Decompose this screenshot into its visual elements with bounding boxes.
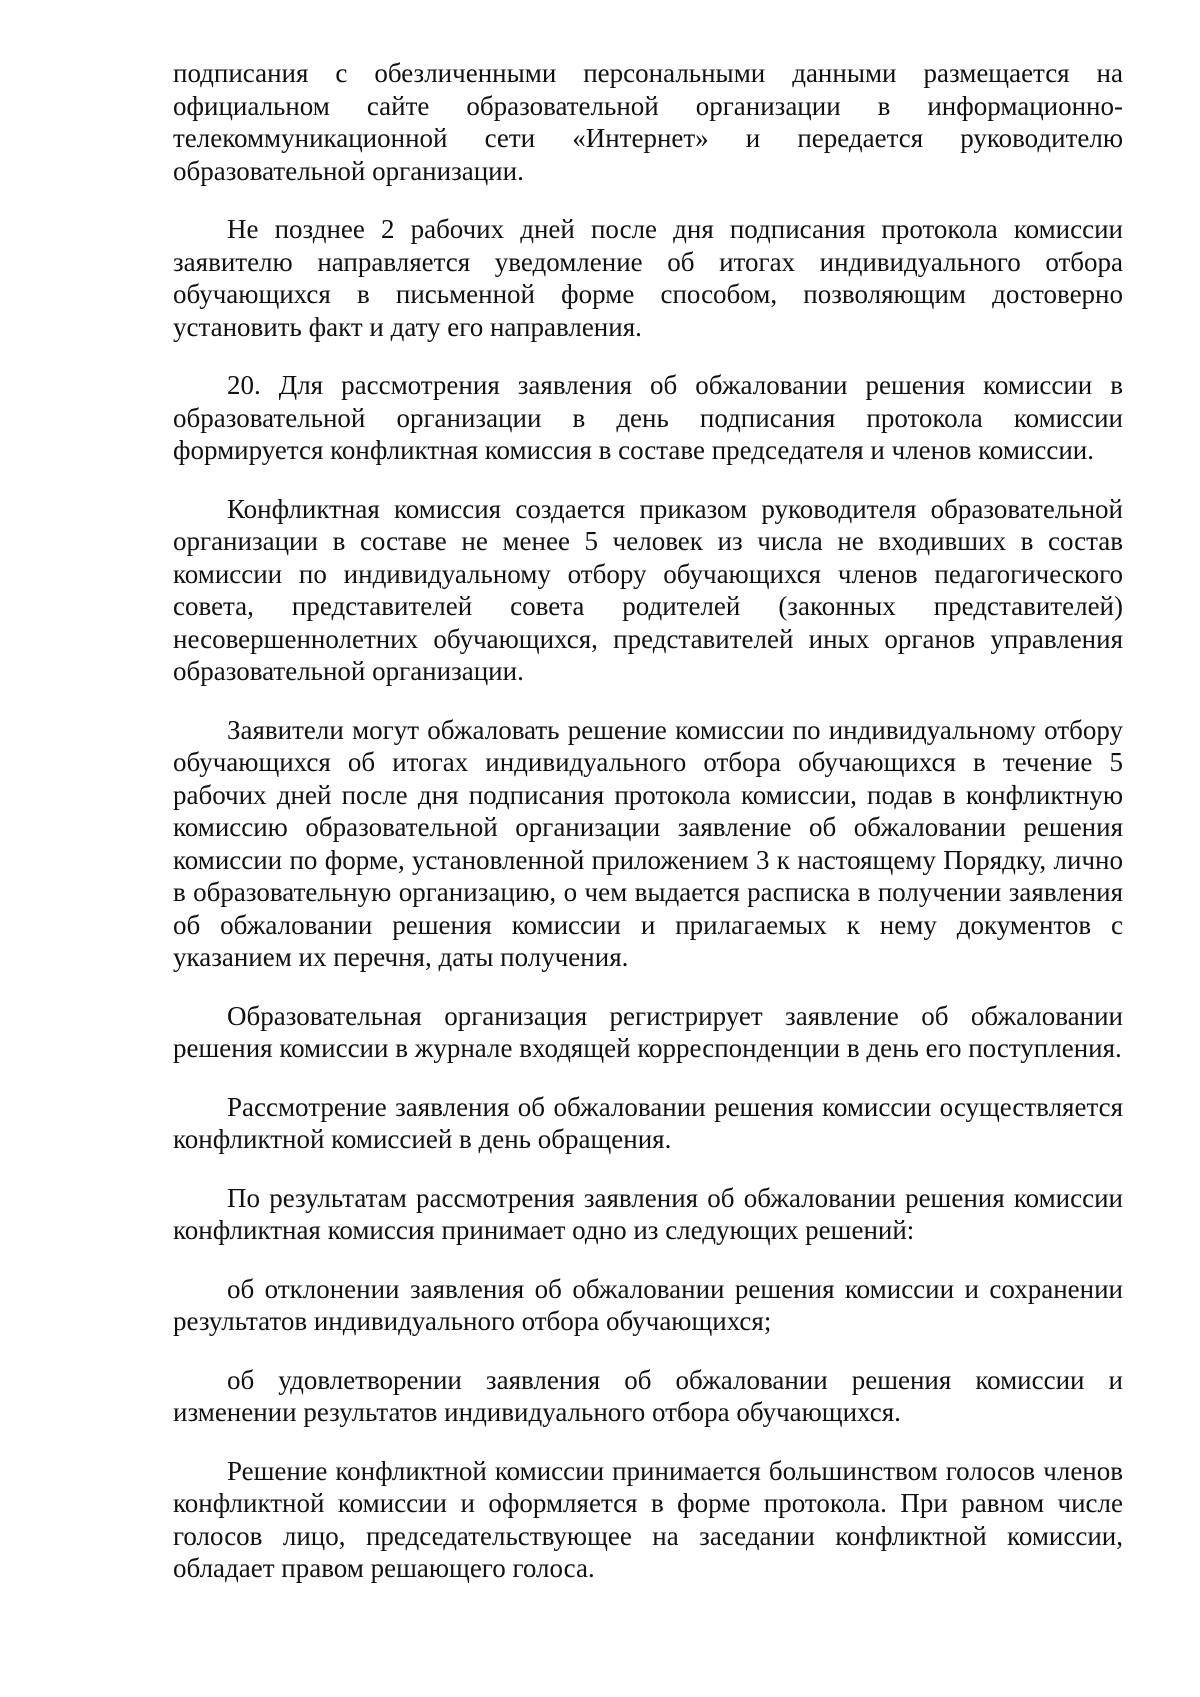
paragraph-continuation: подписания с обезличенными персональными данными размещается на официальном сайте образовательной организации в информационно-телекоммуникационной сети «Интернет» и передается руководителю образовательной организации. [173,58,1123,186]
paragraph-decision-accept: об удовлетворении заявления об обжаловании решения комиссии и изменении результатов индивидуального отбора обучающихся. [173,1364,1123,1427]
paragraph-notification: Не позднее 2 рабочих дней после дня подписания протокола комиссии заявителю направляется уведомление об итогах индивидуального отбора обучающихся в письменной форме способом, позволяющим достоверно установить факт и дату его направления. [173,214,1123,342]
paragraph-decisions: По результатам рассмотрения заявления об обжаловании решения комиссии конфликтная комиссия принимает одно из следующих решений: [173,1182,1123,1245]
paragraph-voting: Решение конфликтной комиссии принимается большинством голосов членов конфликтной комиссии и оформляется в форме протокола. При равном числе голосов лицо, председательствующее на заседании конфликтной комиссии, обладает правом решающего голоса. [173,1455,1123,1583]
paragraph-conflict-commission: Конфликтная комиссия создается приказом руководителя образовательной организации в составе не менее 5 человек из числа не входивших в состав комиссии по индивидуальному отбору обучающихся членов педагогического совета, представителей совета родителей (законных представителей) несовершеннолетних обучающихся, представителей иных органов управления образовательной организации. [173,493,1123,686]
paragraph-decision-reject: об отклонении заявления об обжаловании решения комиссии и сохранении результатов индивидуального отбора обучающихся; [173,1273,1123,1336]
paragraph-registration: Образовательная организация регистрирует заявление об обжаловании решения комиссии в журнале входящей корреспонденции в день его поступления. [173,1000,1123,1063]
paragraph-appeal: Заявители могут обжаловать решение комиссии по индивидуальному отбору обучающихся об итогах индивидуального отбора обучающихся в течение 5 рабочих дней после дня подписания протокола комиссии, подав в конфликтную комиссию образовательной организации заявление об обжаловании решения комиссии по форме, установленной приложением 3 к настоящему Порядку, лично в образовательную организацию, о чем выдается расписка в получении заявления об обжаловании решения комиссии и прилагаемых к нему документов с указанием их перечня, даты получения. [173,714,1123,972]
paragraph-review: Рассмотрение заявления об обжаловании решения комиссии осуществляется конфликтной комиссией в день обращения. [173,1091,1123,1154]
paragraph-item-20: 20. Для рассмотрения заявления об обжаловании решения комиссии в образовательной организации в день подписания протокола комиссии формируется конфликтная комиссия в составе председателя и членов комиссии. [173,370,1123,465]
